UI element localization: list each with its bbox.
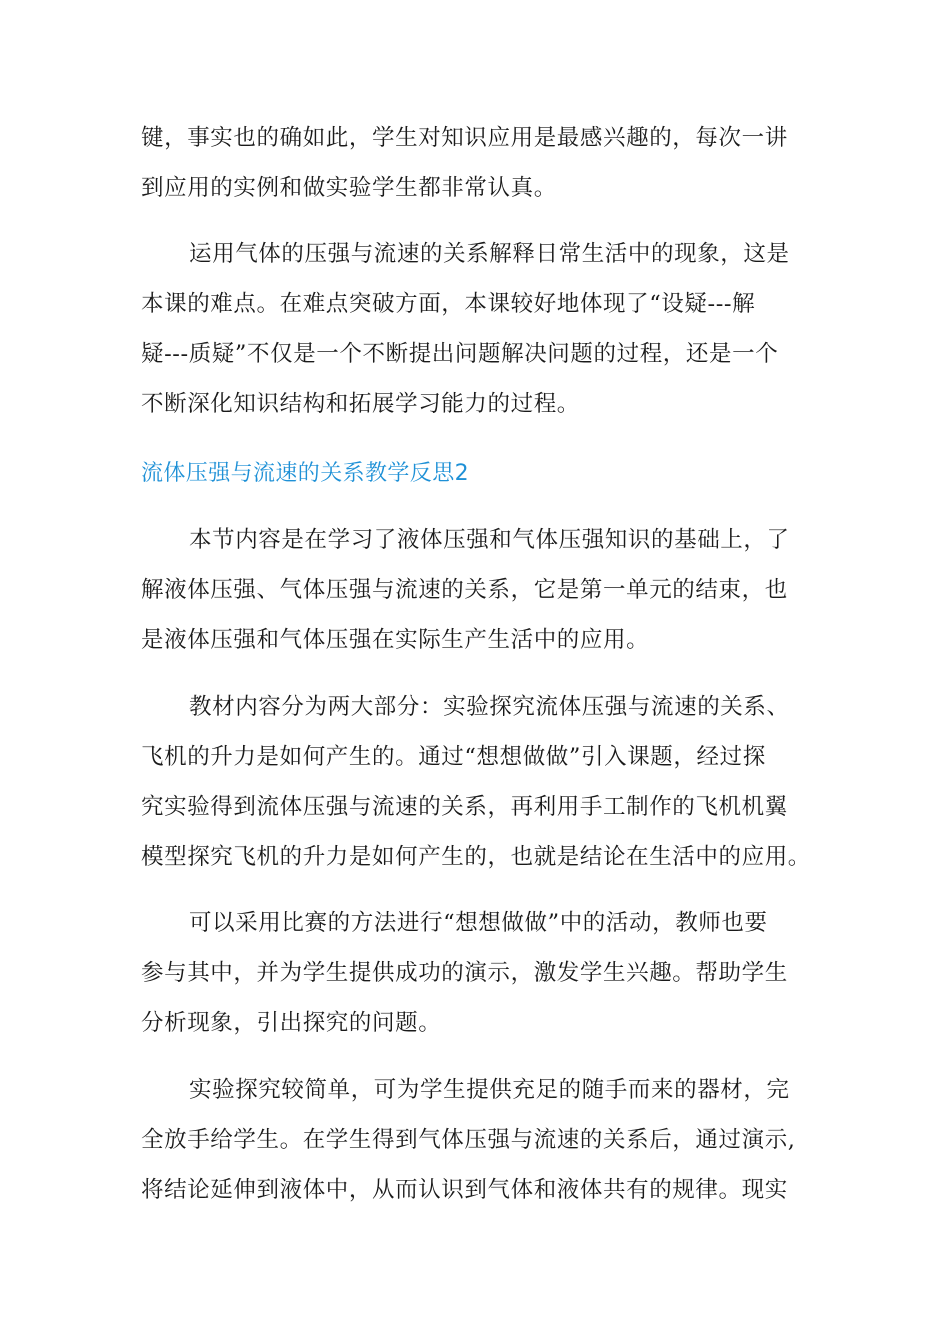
text-line: 本课的难点。在难点突破方面，本课较好地体现了“设疑---解 bbox=[141, 291, 756, 317]
text-line: 疑---质疑”不仅是一个不断提出问题解决问题的过程，还是一个 bbox=[141, 341, 779, 367]
text-line: 可以采用比赛的方法进行“想想做做”中的活动，教师也要 bbox=[189, 910, 768, 936]
text-line: 将结论延伸到液体中，从而认识到气体和液体共有的规律。现实 bbox=[141, 1177, 788, 1203]
text-line: 键，事实也的确如此，学生对知识应用是最感兴趣的，每次一讲 bbox=[141, 125, 788, 151]
body-paragraph bbox=[141, 1065, 811, 1215]
text-line: 模型探究飞机的升力是如何产生的，也就是结论在生活中的应用。 bbox=[141, 844, 811, 870]
text-line: 参与其中，并为学生提供成功的演示，激发学生兴趣。帮助学生 bbox=[141, 960, 788, 986]
text-line: 本节内容是在学习了液体压强和气体压强知识的基础上，了 bbox=[189, 527, 790, 553]
text-line: 是液体压强和气体压强在实际生产生活中的应用。 bbox=[141, 627, 650, 653]
text-line: 教材内容分为两大部分：实验探究流体压强与流速的关系、 bbox=[189, 694, 790, 720]
text-line: 全放手给学生。在学生得到气体压强与流速的关系后，通过演示, bbox=[141, 1127, 796, 1153]
body-paragraph bbox=[141, 682, 811, 882]
text-line: 到应用的实例和做实验学生都非常认真。 bbox=[141, 175, 557, 201]
body-paragraph bbox=[141, 113, 811, 213]
section-heading: 流体压强与流速的关系教学反思2 bbox=[141, 461, 469, 486]
text-line: 不断深化知识结构和拓展学习能力的过程。 bbox=[141, 391, 580, 417]
text-line: 解液体压强、气体压强与流速的关系，它是第一单元的结束，也 bbox=[141, 577, 788, 603]
text-line: 究实验得到流体压强与流速的关系，再利用手工制作的飞机机翼 bbox=[141, 794, 788, 820]
text-line: 飞机的升力是如何产生的。通过“想想做做”引入课题，经过探 bbox=[141, 744, 766, 770]
text-line: 实验探究较简单，可为学生提供充足的随手而来的器材，完 bbox=[189, 1077, 790, 1103]
body-paragraph bbox=[141, 898, 811, 1048]
body-paragraph bbox=[141, 229, 811, 429]
body-paragraph bbox=[141, 515, 811, 665]
text-line: 分析现象，引出探究的问题。 bbox=[141, 1010, 442, 1036]
text-line: 运用气体的压强与流速的关系解释日常生活中的现象，这是 bbox=[189, 241, 790, 267]
